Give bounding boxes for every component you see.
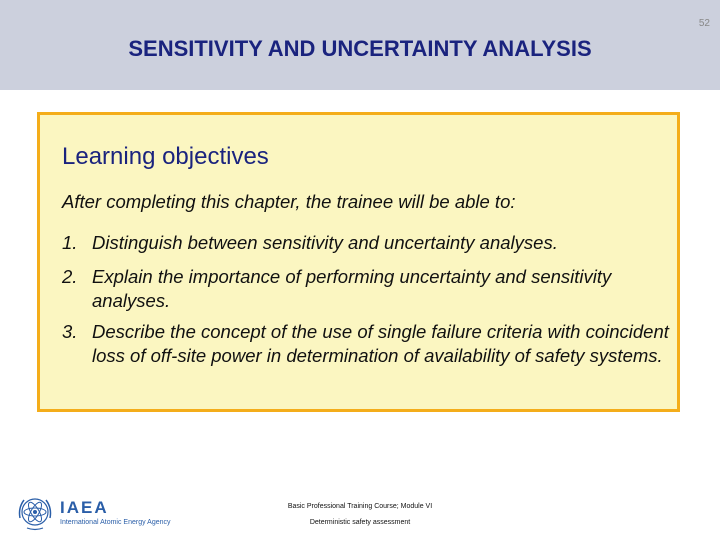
objective-item xyxy=(62,265,672,313)
objective-text: Distinguish between sensitivity and uncertainty analyses. xyxy=(92,232,558,253)
iaea-wordmark: IAEA xyxy=(60,498,109,517)
objective-number: 3. xyxy=(62,321,78,342)
objective-item xyxy=(62,320,672,368)
objective-text: Explain the importance of performing uncertainty and sensitivity analyses. xyxy=(92,266,612,311)
slide-title: SENSITIVITY AND UNCERTAINTY ANALYSIS xyxy=(128,36,592,61)
learning-objectives-box xyxy=(37,112,680,412)
objective-number: 2. xyxy=(62,266,78,287)
objective-number: 1. xyxy=(62,232,78,253)
page-number: 52 xyxy=(698,18,710,29)
iaea-emblem-icon xyxy=(15,492,55,532)
objective-item xyxy=(62,231,672,255)
box-heading: Learning objectives xyxy=(62,143,269,170)
iaea-logo xyxy=(15,492,175,532)
iaea-subtitle: International Atomic Energy Agency xyxy=(60,519,171,526)
footer-topic: Deterministic safety assessment xyxy=(309,519,411,526)
objective-text: Describe the concept of the use of single failure criteria with coincident loss of off-site power in determination of availability of safety systems. xyxy=(92,321,669,366)
footer-course: Basic Professional Training Course; Module VI xyxy=(287,503,433,510)
box-intro: After completing this chapter, the trainee will be able to: xyxy=(62,191,516,212)
